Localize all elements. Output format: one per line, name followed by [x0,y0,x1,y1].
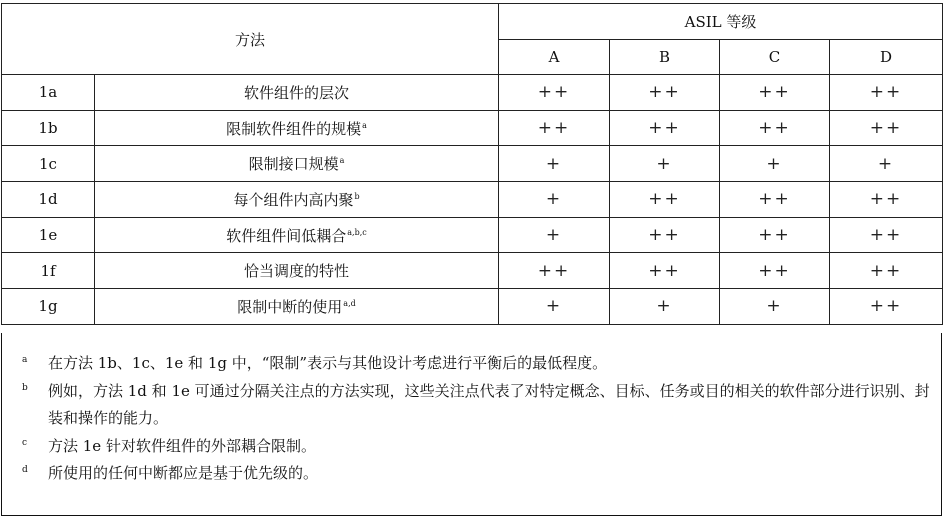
asil-level-b: B [610,40,720,75]
method-name: 限制中断的使用 [237,297,343,316]
rating-d: ++ [830,75,943,111]
rating-c: + [720,289,830,325]
rating-d: ++ [830,289,943,325]
footnote-text: 例如，方法 1d 和 1e 可通过分隔关注点的方法实现，这些关注点代表了对特定概念、目标、任务或目的相关的软件部分进行识别、封装和操作的能力。 [48,381,930,427]
footnote-reference: b [354,191,360,201]
rating-b: + [610,289,720,325]
rating-d: ++ [830,182,943,218]
table-row [2,146,943,182]
method-name-cell [95,110,499,146]
footnote-text: 方法 1e 针对软件组件的外部耦合限制。 [48,436,316,455]
rating-d: ++ [830,217,943,253]
table-row [2,110,943,146]
rating-b: ++ [610,217,720,253]
rating-b: ++ [610,110,720,146]
rating-a: + [499,217,610,253]
table-row [2,75,943,111]
asil-level-d: D [830,40,943,75]
method-id: 1c [2,146,95,182]
method-name-cell [95,182,499,218]
rating-c: ++ [720,110,830,146]
method-id: 1b [2,110,95,146]
rating-b: ++ [610,75,720,111]
footnote-mark: d [22,465,28,475]
footnote-mark: b [22,382,28,393]
table-row [2,253,943,289]
footnote-reference: a,b,c [347,227,367,237]
method-name: 软件组件的层次 [244,83,350,102]
rating-d: + [830,146,943,182]
footnote-text: 所使用的任何中断都应是基于优先级的。 [48,464,319,482]
rating-c: ++ [720,182,830,218]
table-footnotes [1,333,942,516]
method-header: 方法 [2,4,499,75]
rating-c: ++ [720,75,830,111]
footnote [22,460,931,488]
asil-methods-table [1,3,943,325]
footnote [22,378,931,433]
table-row [2,217,943,253]
method-name-cell [95,146,499,182]
table-row [2,182,943,218]
rating-a: + [499,289,610,325]
method-name: 恰当调度的特性 [244,262,350,281]
method-name: 每个组件内高内聚 [233,190,354,209]
rating-c: + [720,146,830,182]
footnote-mark: c [22,437,28,448]
rating-a: ++ [499,75,610,111]
asil-level-a: A [499,40,610,75]
footnote [22,433,931,461]
asil-level-c: C [720,40,830,75]
method-name-cell [95,289,499,325]
footnote-reference: a [362,120,367,130]
footnote [22,350,931,378]
method-id: 1g [2,289,95,325]
footnote-mark: a [22,355,28,365]
rating-d: ++ [830,253,943,289]
method-name-cell [95,75,499,111]
rating-a: + [499,146,610,182]
method-id: 1f [2,253,95,289]
method-name: 限制软件组件的规模 [226,119,362,138]
asil-header: ASIL 等级 [499,4,943,40]
rating-a: ++ [499,110,610,146]
rating-a: + [499,182,610,218]
rating-a: ++ [499,253,610,289]
footnote-reference: a,d [343,298,356,308]
rating-b: ++ [610,182,720,218]
method-id: 1e [2,217,95,253]
method-name: 限制接口规模 [248,155,339,174]
footnote-text: 在方法 1b、1c、1e 和 1g 中，“限制”表示与其他设计考虑进行平衡后的最低程度。 [48,354,608,372]
method-name: 软件组件间低耦合 [226,226,347,245]
rating-c: ++ [720,217,830,253]
rating-b: ++ [610,253,720,289]
rating-b: + [610,146,720,182]
method-id: 1d [2,182,95,218]
method-name-cell [95,253,499,289]
rating-d: ++ [830,110,943,146]
method-id: 1a [2,75,95,111]
footnote-reference: a [339,156,345,166]
rating-c: ++ [720,253,830,289]
table-row [2,289,943,325]
method-name-cell [95,217,499,253]
